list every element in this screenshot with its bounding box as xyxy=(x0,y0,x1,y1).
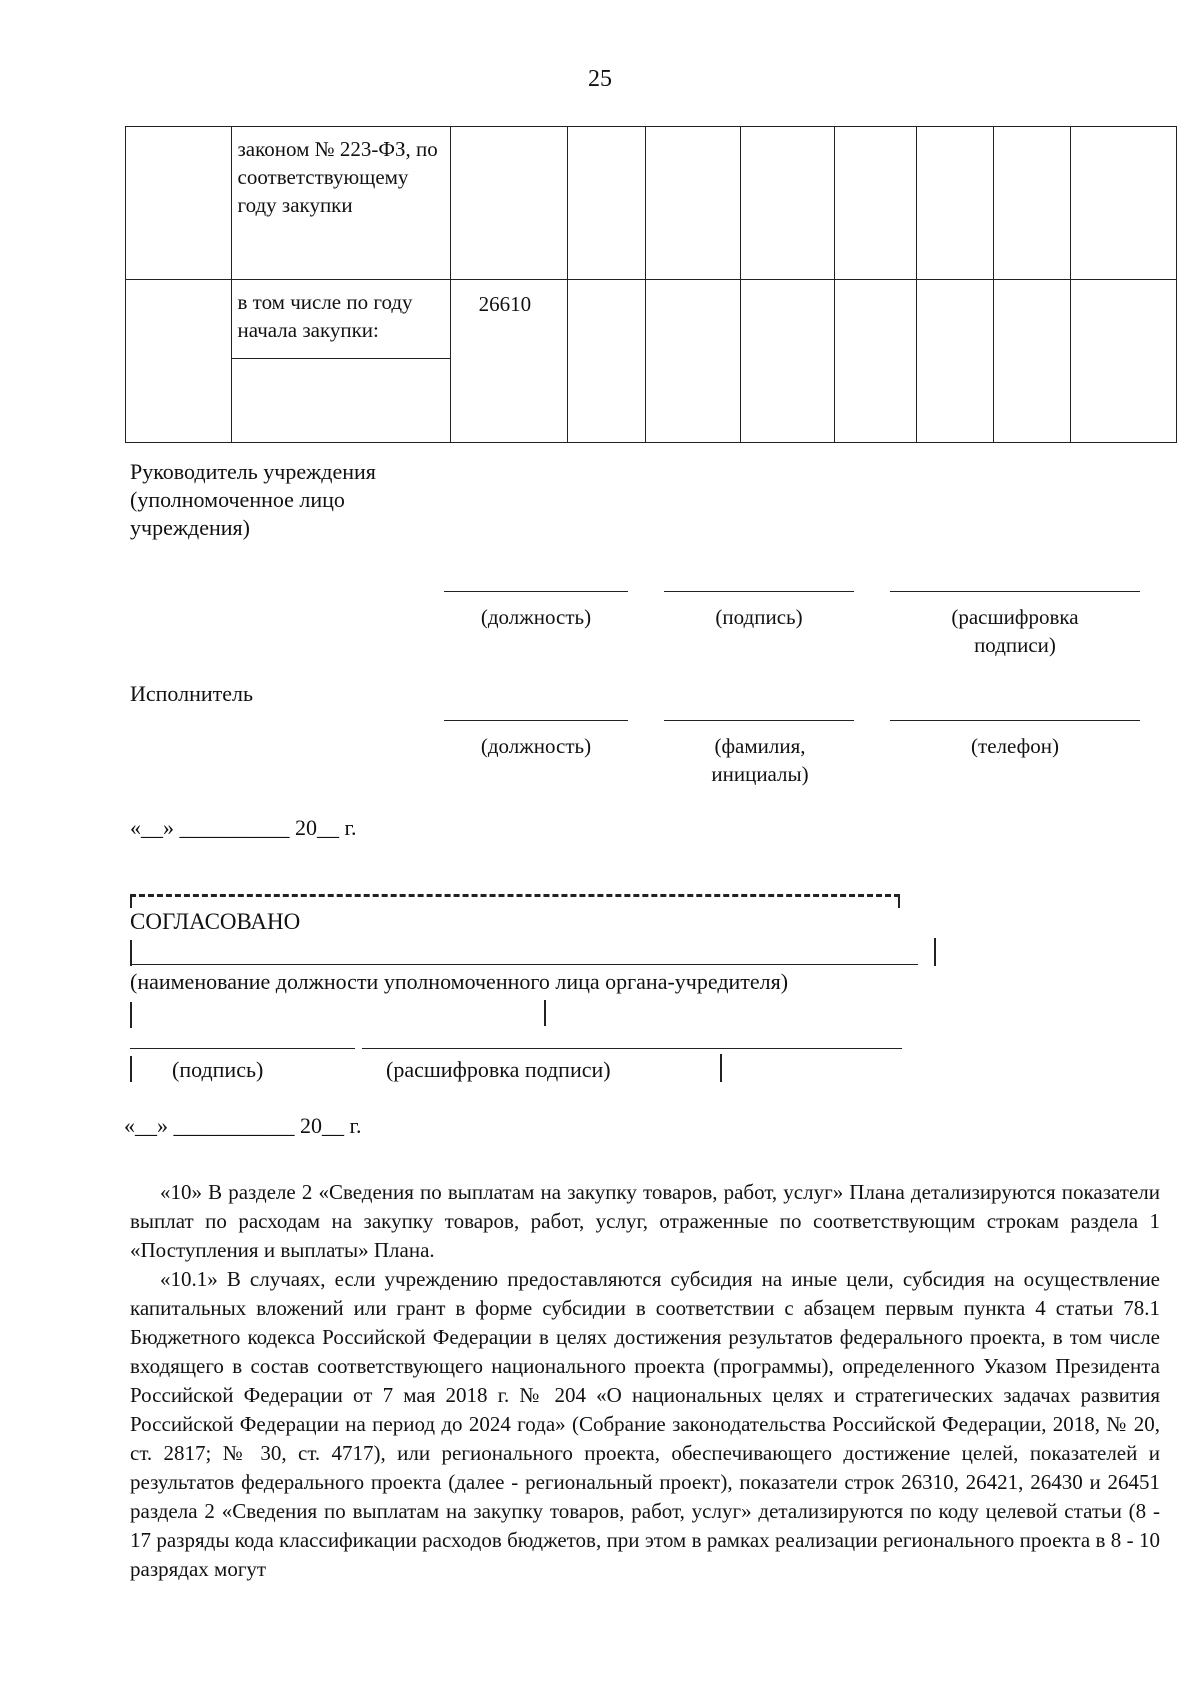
caption-executor-phone: (телефон) xyxy=(971,734,1059,758)
caption-decoding: (расшифровка подписи) xyxy=(951,605,1079,657)
row-label: в том числе по году начала закупки: xyxy=(232,280,450,359)
approval-signature-caption: (подпись) xyxy=(172,1057,264,1082)
paragraph-10: «10» В разделе 2 «Сведения по выплатам на закупку товаров, работ, услуг» Плана детализируются показатели выплат по расходам на закупку товаров, работ, услуг, отраженные по соответствующим строкам раздела 1 «Поступления и выплаты» Плана. xyxy=(130,1180,1160,1262)
approval-bar xyxy=(130,1002,132,1028)
approval-bar xyxy=(544,1000,546,1026)
approval-position-caption: (наименование должности уполномоченного лица органа-учредителя) xyxy=(130,969,789,994)
approval-date-line: «__» ___________ 20__ г. xyxy=(124,1113,362,1138)
approval-title: СОГЛАСОВАНО xyxy=(130,909,301,934)
table-row xyxy=(126,127,1177,280)
approval-frame-corner-left xyxy=(130,894,132,908)
approval-frame-top xyxy=(130,894,900,897)
approval-bar xyxy=(130,1056,132,1082)
executor-name-line xyxy=(664,720,854,721)
caption-signature: (подпись) xyxy=(715,605,803,629)
table-row xyxy=(126,280,1177,443)
approval-decoding-caption: (расшифровка подписи) xyxy=(386,1057,611,1082)
executor-phone-line xyxy=(890,720,1140,721)
date-line: «__» __________ 20__ г. xyxy=(130,815,357,840)
empty-subcell xyxy=(232,359,450,442)
row-code: 26610 xyxy=(478,292,532,316)
decoding-line xyxy=(890,591,1140,592)
caption-position: (должность) xyxy=(480,605,592,629)
approval-signature-line xyxy=(130,1048,355,1049)
paragraph-10-1: «10.1» В случаях, если учреждению предоставляются субсидия на иные цели, субсидия на осуществление капитальных вложений или грант в форме субсидии в соответствии с абзацем первым пункта 4 статьи 78.1 Бюджетного кодекса Российской Федерации в целях достижения результатов федерального проекта, в том числе входящего в состав соответствующего национального проекта (программы), определенного Указом Президента Российской Федерации от 7 мая 2018 г. № 204 «О национальных целях и стратегических задачах развития Российской Федерации на период до 2024 года» (Собрание законодательства Российской Федерации, 2018, № 20, ст. 2817; № 30, ст. 4717), или регионального проекта, обеспечивающего достижение целей, показателей и результатов федерального проекта (далее - региональный проект), показатели строк 26310, 26421, 26430 и 26451 раздела 2 «Сведения по выплатам на закупку товаров, работ, услуг» детализируются по коду целевой статьи (8 - 17 разряды кода классификации расходов бюджетов, при этом в рамках реализации регионального проекта в 8 - 10 разрядах могут xyxy=(130,1267,1160,1581)
position-line xyxy=(444,591,628,592)
payments-table xyxy=(125,126,1177,443)
executor-position-line xyxy=(444,720,628,721)
approval-bar xyxy=(934,938,936,966)
executor-label: Исполнитель xyxy=(130,681,254,706)
page-number: 25 xyxy=(588,66,612,92)
caption-executor-position: (должность) xyxy=(480,734,592,758)
approval-bar xyxy=(720,1054,722,1082)
head-label: Руководитель учреждения (уполномоченное лицо учреждения) xyxy=(130,459,376,540)
approval-bar xyxy=(130,940,132,966)
row-label: законом № 223-ФЗ, по соответствующему году закупки xyxy=(231,127,450,280)
caption-executor-name: (фамилия, инициалы) xyxy=(711,734,809,786)
signature-line xyxy=(664,591,854,592)
approval-frame-corner-right xyxy=(898,894,900,908)
approval-position-line xyxy=(132,964,918,965)
approval-decoding-line xyxy=(362,1048,902,1049)
